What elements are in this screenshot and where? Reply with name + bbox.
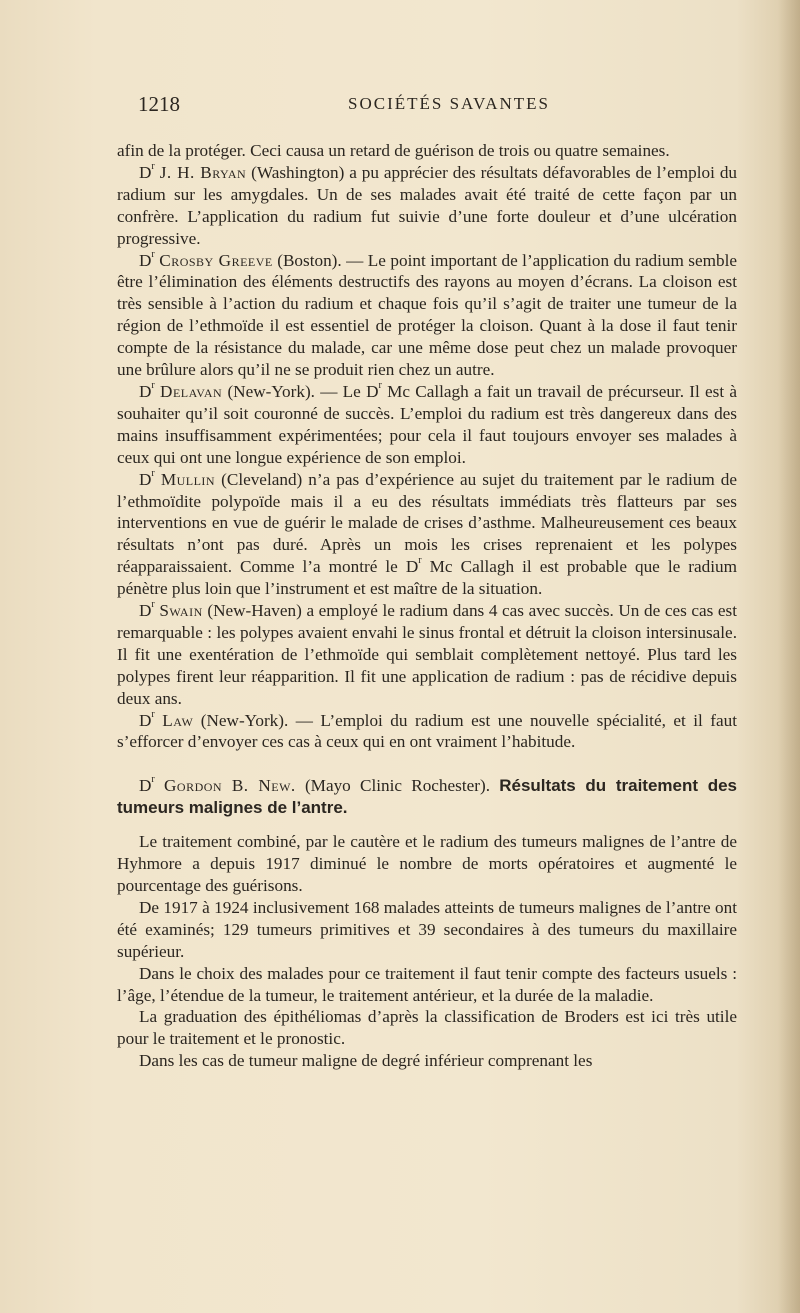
section-title: Résultats du traitement des tumeurs malignes de l’antre. (117, 776, 737, 818)
body-text (117, 140, 737, 1072)
page-number: 1218 (138, 92, 180, 116)
paragraph-law: $D^r$ Law (New-York). — L’emploi du radium est une nouvelle spécialité, et il faut s’efforcer d’envoyer ces cas à ceux qui en ont vraiment l’habitude. (117, 708, 737, 752)
paragraph-mullin: $D^r$ Mullin (Cleveland) n’a pas d’expérience au sujet du traitement par le radium de l’ethmoïdite polypoïde mais il a eu des résultats immédiats très flatteurs par ses interventions en vue de guérir le malade de crises d’asthme. Malheureusement ces beaux résultats n’ont pas duré. Après un mois les crises reprenaient et les polypes réapparaissaient. Comme l’a montré le $D^r$ Mc Callagh il est probable que le radium pénètre plus loin que l’instrument et est maître de la situation. (117, 467, 738, 599)
paragraph-swain: $D^r$ Swain (New-Haven) a employé le radium dans 4 cas avec succès. Un de ces cas est remarquable : les polypes avaient envahi le sinus frontal et détruit la cloison intersinusale. Il fit une exentération de l’ethmoïde qui semblait complètement nettoyé. Plus tard les polypes firent leur réapparition. Il fit une application de radium : pas de récidive depuis deux ans. (117, 599, 738, 708)
author-name: Swain (159, 601, 203, 621)
author-name: J. H. Bryan (159, 162, 247, 182)
paragraph-gordon-new: $D^r$ Gordon B. New. (Mayo Clinic Rochester). Résultats du traitement des tumeurs malignes de l’antre. (117, 774, 737, 818)
paragraph-crosby-greeve: $D^r$ Crosby Greeve (Boston). — Le point important de l’application du radium semble être l’élimination des éléments destructifs des rayons au moyen d’écrans. La cloison est très sensible à l’action du radium et chaque fois qu’il s’agit de traiter une tumeur de la région de l’ethmoïde il est essentiel de protéger la cloison. Quant à la dose il faut tenir compte de la résistance du malade, car une même dose peut chez un malade provoquer une brûlure alors qu’il ne se produit rien chez un autre. (117, 248, 737, 380)
section-spacer (117, 753, 737, 775)
author-name: Law (162, 710, 194, 730)
paragraph-delavan: $D^r$ Delavan (New-York). — Le $D^r$ Mc Callagh a fait un travail de précurseur. Il est à souhaiter qu’il soit couronné de succès. L’emploi du radium est très dangereux dans des mains insuffisamment expérimentées; pour cela il faut toujours envoyer ses malades à ceux qui ont une longue expérience de son emploi. (117, 379, 738, 467)
page-header (138, 92, 738, 122)
running-head: SOCIÉTÉS SAVANTES (348, 94, 550, 113)
section-spacer (117, 819, 737, 831)
paragraph-continuation: afin de la protéger. Ceci causa un retard de guérison de trois ou quatre semaines. (117, 141, 670, 160)
paragraph-traitement: Le traitement combiné, par le cautère et le radium des tumeurs malignes de l’antre de Hyhmore a depuis 1917 diminué le nombre de morts opératoires et augmenté le pourcentage des guérisons. (117, 832, 737, 895)
author-name: Delavan (160, 381, 223, 401)
author-name: Mullin (160, 469, 216, 489)
paragraph-choix: Dans le choix des malades pour ce traitement il faut tenir compte des facteurs usuels : l’âge, l’étendue de la tumeur, le traitement antérieur, et la durée de la maladie. (117, 963, 737, 1005)
paragraph-bryan: $D^r$ J. H. Bryan (Washington) a pu apprécier des résultats défavorables de l’emploi du radium sur les amygdales. Un de ses malades avait été traité de cette façon par un confrère. L’application du radium fut suivie d’une forte douleur et d’une ulcération progressive. (117, 160, 738, 248)
page-edge-shadow (778, 0, 800, 1313)
paragraph-1917: De 1917 à 1924 inclusivement 168 malades atteints de tumeurs malignes de l’antre ont été examinés; 129 tumeurs primitives et 39 secondaires à des tumeurs du maxillaire supérieur. (117, 897, 737, 961)
paragraph-graduation: La graduation des épithéliomas d’après la classification de Broders est ici très utile pour le traitement et le pronostic. (117, 1007, 737, 1049)
author-name: Gordon B. New. (164, 776, 296, 796)
author-name: Crosby Greeve (159, 250, 273, 270)
paragraph-dans: Dans les cas de tumeur maligne de degré inférieur comprenant les (139, 1051, 593, 1071)
